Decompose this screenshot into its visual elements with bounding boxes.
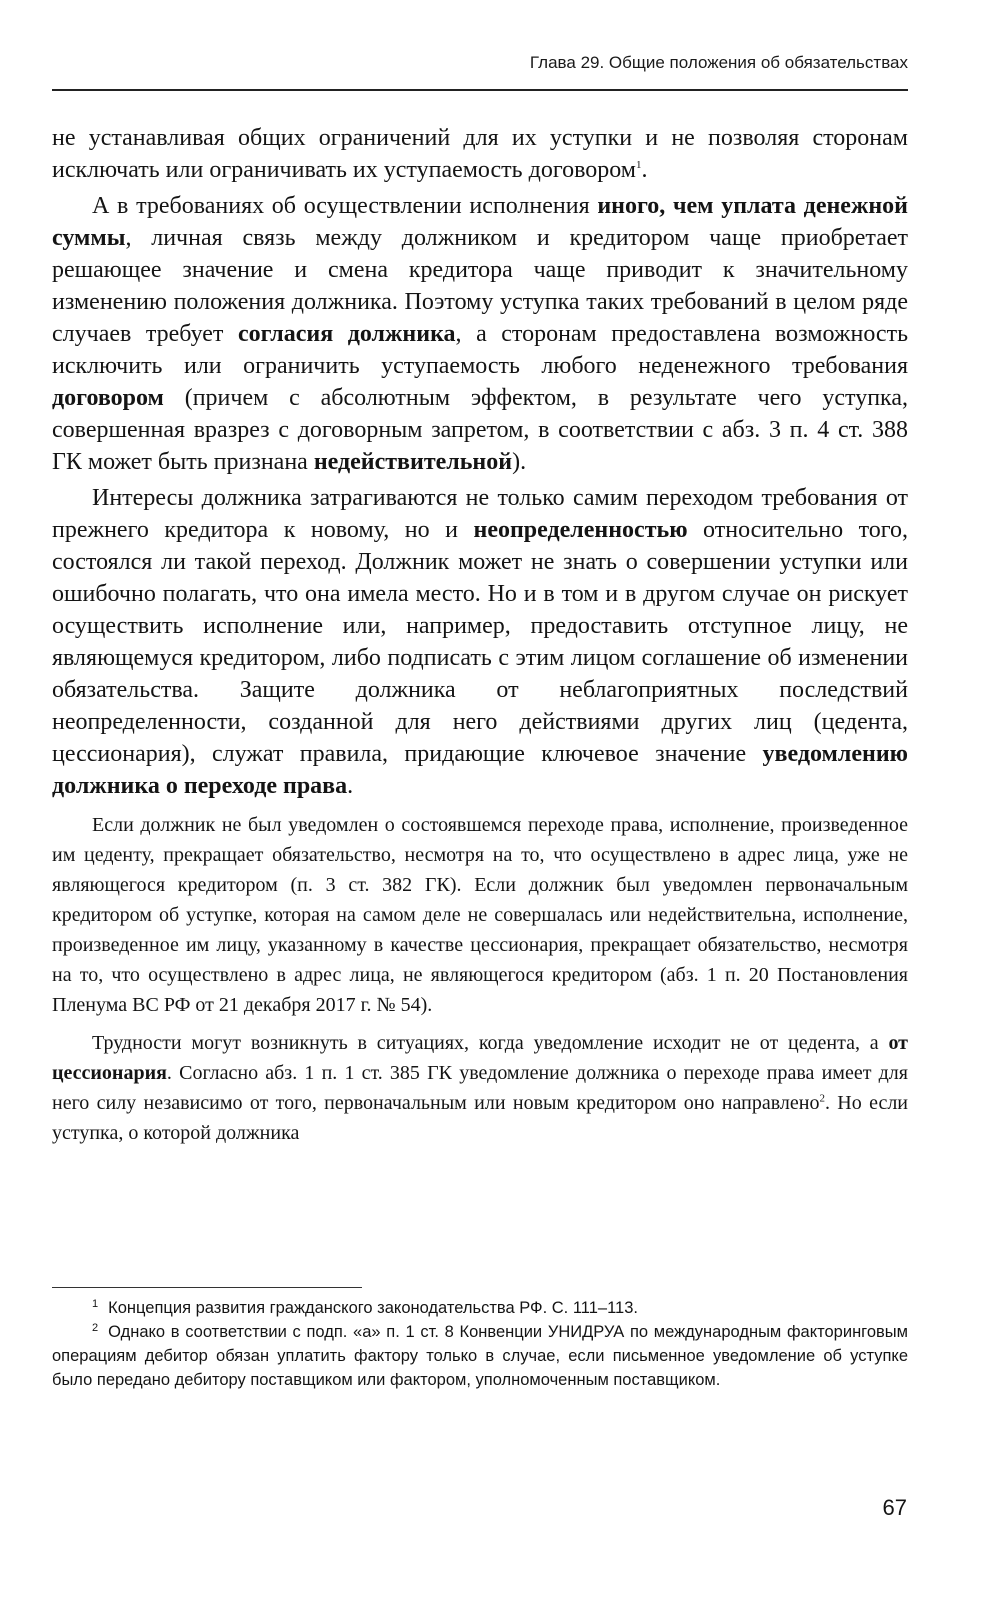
- footnotes: [52, 1296, 908, 1392]
- paragraph-text: .: [641, 157, 648, 183]
- main-text: [52, 122, 908, 1148]
- paragraph-5: [52, 1028, 908, 1148]
- paragraph-text: ).: [512, 449, 527, 475]
- paragraph-text: , личная связь между должником и кредитором чаще приобретает решающее значение и смена кредитора чаще приводит к значительному изменению положения должника. Поэтому уступка таких требований в целом ряде случаев требует: [52, 225, 908, 347]
- running-head: Глава 29. Общие положения об обязательствах: [529, 53, 908, 72]
- emphasis-text: от цессионария: [52, 1032, 908, 1084]
- header-rule: [52, 89, 908, 91]
- footnote-1: [52, 1296, 908, 1320]
- paragraph-text: , а сторонам предоставлена возможность исключить или ограничить уступаемость любого неденежного требования: [52, 321, 909, 379]
- paragraph-text: не устанавливая общих ограничений для их уступки и не позволяя сторонам исключать или ограничивать их уступаемость договором: [52, 125, 908, 183]
- footnote-text: Однако в соответствии с подп. «а» п. 1 ст. 8 Конвенции УНИДРУА по международным факторинговым операциям дебитор обязан уплатить фактору только в случае, если письменное уведомление об уступке было передано дебитору поставщиком или фактором, уполномоченным поставщиком.: [52, 1323, 908, 1389]
- paragraph-1: [52, 122, 908, 186]
- footnote-ref-2: 2: [819, 1092, 825, 1105]
- paragraph-text: . Согласно абз. 1 п. 1 ст. 385 ГК уведомление должника о переходе права имеет для него силу независимо от того, первоначальным или новым кредитором оно направлено: [52, 1062, 908, 1114]
- paragraph-text: Интересы должника затрагиваются не только самим переходом требования от прежнего кредитора к новому, но и: [52, 485, 908, 543]
- footnote-ref-1: 1: [635, 159, 642, 171]
- paragraph-text: относительно того, состоялся ли такой переход. Должник может не знать о совершении уступки или ошибочно полагать, что она имела место. Но и в том и в другом случае он рискует осуществить исполнение или, например, предоставить отступное лицу, не являющемуся кредитором, либо подписать с этим лицом соглашение об изменении обязательства. Защите должника от неблагоприятных последствий неопределенности, созданной для него действиями других лиц (цедента, цессионария), служат правила, придающие ключевое значение: [52, 517, 908, 767]
- paragraph-text: А в требованиях об осуществлении исполнения: [92, 193, 598, 219]
- footnote-number: 1: [92, 1297, 99, 1310]
- emphasis-text: договором: [52, 385, 164, 411]
- page-number: 67: [882, 1495, 907, 1520]
- emphasis-text: иного, чем уплата денежной суммы: [52, 193, 909, 251]
- paragraph-3: [52, 482, 908, 802]
- paragraph-text: (причем с абсолютным эффектом, в результате чего уступка, совершенная вразрез с договорным запретом, в соответствии с абз. 3 п. 4 ст. 388 ГК может быть признана: [52, 385, 908, 475]
- emphasis-text: согласия должника: [237, 321, 456, 347]
- footnote-number: 2: [92, 1321, 99, 1334]
- footnote-rule: [52, 1287, 362, 1288]
- emphasis-text: недействительной: [313, 449, 513, 475]
- paragraph-text: . Но если уступка, о которой должника: [52, 1092, 909, 1144]
- emphasis-text: неопределенностью: [473, 517, 688, 543]
- paragraph-2: [52, 190, 908, 478]
- paragraph-4: Если должник не был уведомлен о состоявшемся переходе права, исполнение, произведенное им цеденту, прекращает обязательство, несмотря на то, что осуществлено в адрес лица, уже не являющегося кредитором (п. 3 ст. 382 ГК). Если должник был уведомлен первоначальным кредитором об уступке, которая на самом деле не совершалась или недействительна, исполнение, произведенное им лицу, указанному в качестве цессионария, прекращает обязательство, несмотря на то, что осуществлено в адрес лица, не являющегося кредитором (абз. 1 п. 20 Постановления Пленума ВС РФ от 21 декабря 2017 г. № 54).: [52, 814, 908, 1016]
- paragraph-text: .: [347, 773, 354, 799]
- emphasis-text: уведомлению должника о переходе права: [52, 741, 908, 799]
- paragraph-text: Трудности могут возникнуть в ситуациях, когда уведомление исходит не от цедента, а: [92, 1032, 889, 1054]
- footnote-2: [52, 1320, 908, 1392]
- footnote-text: Концепция развития гражданского законодательства РФ. С. 111–113.: [108, 1299, 638, 1317]
